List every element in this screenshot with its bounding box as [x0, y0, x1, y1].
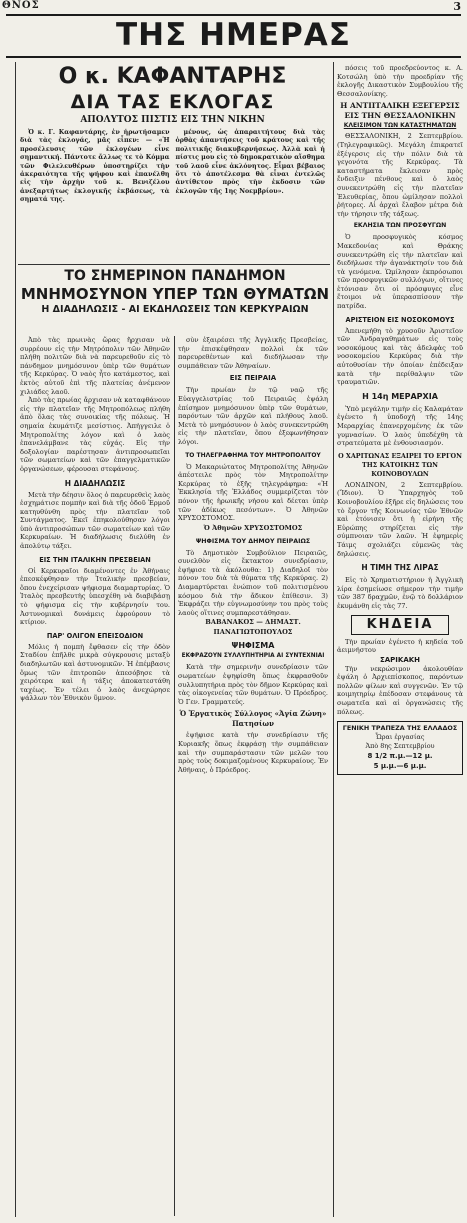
right-divider: [333, 62, 334, 1217]
heading-timi-liras: Η ΤΙΜΗ ΤΗΣ ΛΙΡΑΣ: [361, 563, 439, 573]
right-body-5: Ὑπὸ μεγάλην τιμὴν εἰς Καλαμάταν ἐγένετο ἡ ὑποδοχὴ τῆς 14ης Μεραρχίας ἐπανερχομένης ἐκ τῶν γυμνασίων. Ὁ λαὸς ὑπεδέχθη τὰ στρατεύματα μὲ ἐνθουσιασμόν.: [337, 404, 463, 448]
right-body-2: ΘΕΣΣΑΛΟΝΙΚΗ, 2 Σεπτεμβρίου. (Τηλεγραφικῶς). Μεγάλη ἐπικρατεῖ ἐξέγερσις εἰς τὴν πόλιν διὰ τὰ γεγονότα τῆς Κερκύρας. Τὰ καταστήματα ἔκλεισαν πρὸς ἔνδειξιν πένθους καὶ ὁ λαὸς συνεκεντρώθη εἰς τὴν πλατεῖαν Ἐλευθερίας, ὅπου ὡμίλησαν πολλοὶ ῥήτορες. Αἱ ἀρχαὶ ἔλαβον μέτρα διὰ τὴν τήρησιν τῆς τάξεως.: [337, 132, 463, 218]
mid-body-2: Τὴν πρωίαν ἐν τῷ ναῷ τῆς Εὐαγγελιστρίας τοῦ Πειραιῶς ἐψάλη ἐπίσημον μνημόσυνον ὑπὲρ τῶν θυμάτων, παρόντων τῶν ἀρχῶν καὶ πλήθους λαοῦ. Μετὰ τὸ μνημόσυνον ὁ λαὸς συνεκεντρώθη εἰς τὴν πλατεῖαν, ὅπου ἐξεφωνήθησαν λόγοι.: [178, 386, 328, 446]
bank-title: ΓΕΝΙΚΗ ΤΡΑΠΕΖΑ ΤΗΣ ΕΛΛΑΔΟΣ: [342, 724, 458, 733]
heading-merarxia: Η 14η ΜΕΡΑΡΧΙΑ: [362, 391, 438, 401]
kideia-name: ΣΑΡΙΚΑΚΗ: [379, 655, 421, 664]
right-body-6: ΛΟΝΔΙΝΟΝ, 2 Σεπτεμβρίου. (Ἴδιον). Ὁ Ὑπαρχηγὸς τοῦ Κοινοβουλίου ἐξῆρε εἰς δηλώσεις του τὸ ἔργον τῆς Κοινωνίας τῶν Ἐθνῶν καὶ ἐτόνισεν ὅτι ἡ εἰρήνη τῆς Εὐρώπης στηρίζεται εἰς τὴν σύμπνοιαν τῶν λαῶν. Ἡ ἐφημερὶς Τάιμς σχολιάζει εὐμενῶς τὰς δηλώσεις.: [337, 480, 463, 558]
left-divider: [15, 62, 16, 1217]
heading-ergatikos: Ὁ Ἐργατικὸς Σύλλογος «Ἁγία Ζώνη» Πατησίων: [179, 709, 327, 729]
mid-divider: [174, 336, 175, 1216]
right-body-7: Εἰς τὸ Χρηματιστήριον ἡ Ἀγγλικὴ λίρα ἐσημείωσε σήμερον τὴν τιμὴν τῶν 387 δραχμῶν, ἐνῷ τὸ δολλάριον ἐκυμάνθη εἰς τὰς 77.: [337, 576, 463, 610]
heading-antitalikh: Η ΑΝΤΙΙΤΑΛΙΚΗ ΕΞΕΓΕΡΣΙΣ ΕΙΣ ΤΗΝ ΘΕΣΣΑΛΟΝΙΚΗΝ: [340, 101, 460, 121]
heading-peiraia: ΕΙΣ ΠΕΙΡΑΙΑ: [229, 374, 277, 383]
heading-psifisma-1: ΨΗΦΙΣΜΑ ΤΟΥ ΔΗΜΟΥ ΠΕΙΡΑΙΩΣ: [195, 537, 311, 545]
lead-rule: [18, 264, 330, 265]
bank-hours-date: Ἀπὸ 8ης Σεπτεμβρίου: [365, 742, 435, 751]
heading-psifisma-2: ΨΗΦΙΣΜΑ: [231, 641, 275, 651]
kideia-box: [351, 615, 449, 635]
memorial-line3: Η ΔΙΑΔΗΛΩΣΙΣ - ΑΙ ΕΚΔΗΛΩΣΕΙΣ ΤΩΝ ΚΕΡΚΥΡΑΙΩΝ: [41, 304, 309, 315]
heading-kideia: ΚΗΔΕΙΑ: [366, 616, 434, 632]
mid-body-5: Κατὰ τὴν σημερινὴν συνεδρίασιν τῶν σωματείων ἐψηφίσθη ὅπως ἐκφρασθοῦν συλλυπητήρια πρὸς τὸν δῆμον Κερκύρας καὶ τὰς οἰκογενείας τῶν θυμάτων. Ὁ Πρόεδρος. Ὁ Γεν. Γραμματεύς.: [178, 663, 328, 706]
heading-presvia: ΕΙΣ ΤΗΝ ΙΤΑΛΙΚΗΝ ΠΡΕΣΒΕΙΑΝ: [39, 555, 151, 564]
left-body-1: Ἀπὸ τὰς πρωίας ἄρχισαν νὰ καταφθάνουν εἰς τὴν πλατεῖαν τῆς Μητροπόλεως πλήθη ἀπὸ ὅλας τὰς συνοικίας τῆς πόλεως. Ἡ σημαία ἐκυμάτιζε μεσίστιος. Ἀπήγγειλε ὁ Μητροπολίτης λόγον καὶ ὁ λαὸς ἐπανελάμβανε τὰς εὐχάς. Εἰς τὴν δοξολογίαν παρέστησαν ἀντιπροσωπεῖαι τῶν σωματείων καὶ τῶν ἐπαγγελματικῶν ὀργανώσεων, φέρουσαι στεφάνους.: [20, 396, 170, 473]
heading-nosokomous: ΑΡΙΣΤΕΙΟΝ ΕΙΣ ΝΟΣΟΚΟΜΟΥΣ: [345, 315, 455, 324]
left-body-4: Μόλις ἡ πομπὴ ἔφθασεν εἰς τὴν ὁδὸν Σταδίου ἐπῆλθε μικρὰ σύγκρουσις μεταξὺ διαδηλωτῶν καὶ ἀστυνομικῶν. Ἡ ἐπέμβασις ὅμως τῶν ἐπιτροπῶν ἀπεσόβησε τὰ χειρότερα καὶ ἡ τάξις ἀποκατεστάθη ταχέως. Ἐν τέλει ὁ λαὸς ἀνεχώρησε ψάλλων τὸν Ἐθνικὸν ὕμνον.: [20, 642, 170, 703]
right-body-1: πόσεις τοῦ προεδρεύοντος κ. Α. Κοτσώλη ὑπὸ τὴν προεδρίαν τῆς ἐκλογῆς Δικαστικὸν Συμβουλίου τῆς Θεσσαλονίκης.: [337, 64, 463, 98]
memorial-headline-block: [20, 268, 330, 332]
right-body-8: Τὴν πρωίαν ἐγένετο ἡ κηδεία τοῦ ἀειμνήστου: [337, 637, 463, 655]
middle-text-column: [178, 336, 328, 1216]
right-body-3: Ὁ προσφυγικὸς κόσμος Μακεδονίας καὶ Θράκης συνεκεντρώθη εἰς τὴν πλατεῖαν καὶ διεδήλωσε τὴν ἀγανάκτησίν του διὰ τὰ γενόμενα. Ὡμίλησαν ἐκπρόσωποι τῶν προσφυγικῶν συλλόγων, οἵτινες ἐτόνισαν ὅτι οἱ πρόσφυγες εἶνε ἕτοιμοι νὰ ὑπερασπίσουν τὴν πατρίδα.: [337, 233, 463, 311]
mid-body-3: Ὁ Μακαριώτατος Μητροπολίτης Ἀθηνῶν ἀπέστειλε πρὸς τὸν Μητροπολίτην Κερκύρας τὸ ἑξῆς τηλεγράφημα: «Ἡ Ἐκκλησία τῆς Ἑλλάδος συμμερίζεται τὸν πόνον τῆς ἡρωικῆς νήσου καὶ δέεται ὑπὲρ τῶν ἀδίκως πεσόντων». Ὁ Ἀθηνῶν ΧΡΥΣΟΣΤΟΜΟΣ.: [178, 462, 328, 523]
lead-subheadline: ΔΙΑ ΤΑΣ ΕΚΛΟΓΑΣ: [70, 91, 275, 113]
signature-2: ΒΑΒΑΝΑΚΟΣ — ΔΗΜΑΣΤ. ΠΑΝΑΓΙΩΤΟΠΟΥΛΟΣ: [205, 618, 301, 637]
bank-hours-evening: 5 μ.μ.—6 μ.μ.: [373, 762, 427, 771]
bank-hours-morning: 8 1/2 π.μ.—12 μ.: [367, 752, 433, 761]
masthead-title: ΤΗΣ ΗΜΕΡΑΣ: [116, 17, 351, 53]
lead-body-left: Ὁ κ. Γ. Καφαντάρης, ἐν ἡρωτήσαμεν διὰ τὰς ἐκλογάς, μᾶς εἶπεν: — «Ἡ προσέλευσις τῶν ἐκλογέων εἶνε σημαντική. Πάντοτε ἄλλως τε τὸ Κόμμα τῶν Φιλελευθέρων ὑποστηρίζει τὴν ἀκεραιότητα τῆς ψήφου καὶ ἐπανέλθη εἰς τὴν ἀρχὴν τοῦ κ. Βενιζέλου ἀνεξαρτήτως ἐκλογικῆς ἐκβάσεως, τὰ σηματά της.: [20, 129, 170, 204]
left-body-3: Οἱ Κερκυραῖοι διαμένοντες ἐν Ἀθήναις ἐπεσκέφθησαν τὴν Ἰταλικὴν πρεσβείαν, ὅπου ἐνεχείρισαν ψήφισμα διαμαρτυρίας. Ὁ Ἰταλὸς πρεσβευτὴς ὑπεσχέθη νὰ διαβιβάσῃ τὸ ψήφισμα εἰς τὴν κυβέρνησίν του. Ἀστυνομικαὶ δυνάμεις ἐφρούρουν τὸ κτίριον.: [20, 566, 170, 627]
lead-body: [20, 129, 325, 205]
heading-xaritonas: Ο ΧΑΡΙΤΩΝΑΣ ΕΞΑΙΡΕΙ ΤΟ ΕΡΓΟΝ ΤΗΣ ΚΑΤΟΙΚΗΣ ΤΩΝ ΚΟΙΝΟΒΟΥΛΩΝ: [338, 451, 462, 478]
signature-1: Ὁ Ἀθηνῶν ΧΡΥΣΟΣΤΟΜΟΣ: [203, 523, 303, 532]
lead-story: [20, 64, 325, 262]
lead-body-right: μένους, ὡς ἀπαραιτήτους διὰ τὰς ὀρθὰς ἀπαντήσεις τοῦ κράτους καὶ τῆς πολιτικῆς διακυβερνήσεως. Ἀλλὰ καὶ ἡ πίστις μου εἰς τὸ δημοκρατικὸν αἴσθημα τοῦ λαοῦ εἶνε ἀκλόνητος. Εἶμαι βέβαιος ὅτι τὸ ἀποτέλεσμα θὰ εἶναι ἐντελῶς ἀντίθετον πρὸς τὴν ἐκδοσιν τῶν ἐκλογῶν τῆς 1ης Νοεμβρίου».: [175, 129, 325, 195]
mid-body-1: σὺν ἐξαιρέσει τῆς Ἀγγλικῆς Πρεσβείας, τὴν ἐπισκέφθησαν πολλοὶ ἐκ τῶν παρευρεθέντων καὶ διεδήλωσαν τὴν συμπάθειαν τῶν Ἀθηναίων.: [178, 336, 328, 370]
masthead-rule-bottom: [6, 56, 461, 58]
page-header: [0, 0, 467, 12]
heading-prosfygon: ΕΚΛΗΣΙΑ ΤΩΝ ΠΡΟΣΦΥΓΩΝ: [353, 222, 447, 230]
heading-oligon: ΠΑΡ' ΟΛΙΓΟΝ ΕΠΕΙΣΟΔΙΟΝ: [46, 631, 144, 640]
memorial-intro: Ἀπὸ τὰς πρωινὰς ὥρας ἤρχισαν νὰ συρρέουν εἰς τὴν Μητρόπολιν τῶν Ἀθηνῶν πλήθη πολιτῶν διὰ νὰ παρευρεθοῦν εἰς τὸ πάνδημον μνημόσυνον ὑπὲρ τῶν θυμάτων τῆς Κερκύρας. Ὁ ναὸς ἦτο κατάμεστος, καὶ ἐκτὸς αὐτοῦ ἐπὶ τῆς πλατείας ἀνέμενον χιλιάδες λαοῦ.: [20, 336, 170, 396]
mid-body-6: ἐψήφισε κατὰ τὴν συνεδρίασιν τῆς Κυριακῆς ὅπως ἐκφράσῃ τὴν συμπάθειαν καὶ τὴν συμπαράστασιν τῶν μελῶν του πρὸς τοὺς δοκιμαζομένους Κερκυραίους. Ἐν Ἀθήναις, ὁ Πρόεδρος.: [178, 731, 328, 774]
cropped-left-column: [0, 62, 14, 1217]
page-number: 3: [453, 0, 461, 13]
lead-headline: Ο κ. ΚΑΦΑΝΤΑΡΗΣ: [58, 64, 287, 89]
bank-notice: [337, 721, 463, 775]
right-body-9: Τὴν νεκρώσιμον ἀκολουθίαν ἐψάλη ὁ Ἀρχιεπίσκοπος, παρόντων πολλῶν φίλων καὶ συγγενῶν. Ἐν τῷ κοιμητηρίῳ ἐπέδοσαν στεφάνους τὰ σωματεῖα καὶ αἱ ὀργανώσεις τῆς πόλεως.: [337, 664, 463, 716]
paper-name: ΘΝΟΣ: [2, 0, 40, 11]
heading-psifisma-2-sub: ΕΚΦΡΑΖΟΥΝ ΣΥΛΛΥΠΗΤΗΡΙΑ ΑΙ ΣΥΝΤΕΧΝΙΑΙ: [181, 653, 325, 660]
mid-body-4: Τὸ Δημοτικὸν Συμβούλιον Πειραιῶς, συνελθὸν εἰς ἔκτακτον συνεδρίασιν, ἐψήφισε τὰ ἀκόλουθα: 1) Διαδηλοῖ τὸν πόνον του διὰ τὰ θύματα τῆς Κερκύρας. 2) Διαμαρτύρεται ἐνώπιον τοῦ πολιτισμένου κόσμου διὰ τὴν ἄδικον ἐπίθεσιν. 3) Ἐκφράζει τὴν εὐγνωμοσύνην του πρὸς τοὺς λαοὺς οἵτινες συμπαρεστάθησαν.: [178, 548, 328, 617]
left-text-column: [20, 336, 170, 1216]
right-body-4: Ἀπενεμήθη τὸ χρυσοῦν Ἀριστεῖον τῶν Ἀνδραγαθημάτων εἰς τοὺς νοσοκόμους καὶ τὰς ἀδελφὰς τοῦ νοσοκομείου Κερκύρας διὰ τὴν αὐτοθυσίαν τὴν ὁποίαν ἐπέδειξαν κατὰ τὴν περίθαλψιν τῶν τραυματιῶν.: [337, 326, 463, 387]
heading-antitalikh-sub: ΚΛΕΙΣΙΜΟΝ ΤΩΝ ΚΑΤΑΣΤΗΜΑΤΩΝ: [343, 122, 457, 130]
memorial-line1: ΤΟ ΣΗΜΕΡΙΝΟΝ ΠΑΝΔΗΜΟΝ: [64, 268, 286, 284]
left-body-2: Μετὰ τὴν δέησιν ὅλος ὁ παρευρεθεὶς λαὸς ἐσχημάτισε πομπὴν καὶ διὰ τῆς ὁδοῦ Ἑρμοῦ κατηυθύνθη πρὸς τὴν πλατεῖαν τοῦ Συντάγματος. Ἐκεῖ ἐπηκολούθησαν λόγοι ὑπὸ ἀντιπροσώπων τῶν σωματείων καὶ τῶν Κερκυραίων. Ἡ διαδήλωσις διελύθη ἐν ἀπολύτῳ τάξει.: [20, 490, 170, 551]
bank-hours-label: Ὧραι ἐργασίας: [375, 733, 425, 742]
heading-tilegrafima: ΤΟ ΤΗΛΕΓΡΑΦΗΜΑ ΤΟΥ ΜΗΤΡΟΠΟΛΙΤΟΥ: [185, 451, 321, 459]
lead-tagline: ΑΠΟΛΥΤΟΣ ΠΙΣΤΙΣ ΕΙΣ ΤΗΝ ΝΙΚΗΝ: [80, 115, 265, 125]
masthead-rule-top: [6, 14, 461, 16]
memorial-line2: ΜΝΗΜΟΣΥΝΟΝ ΥΠΕΡ ΤΩΝ ΘΥΜΑΤΩΝ: [20, 285, 330, 303]
section-masthead: [0, 14, 467, 60]
heading-diadilosis: Η ΔΙΑΔΗΛΩΣΙΣ: [64, 478, 126, 488]
right-text-column: [337, 64, 463, 1216]
